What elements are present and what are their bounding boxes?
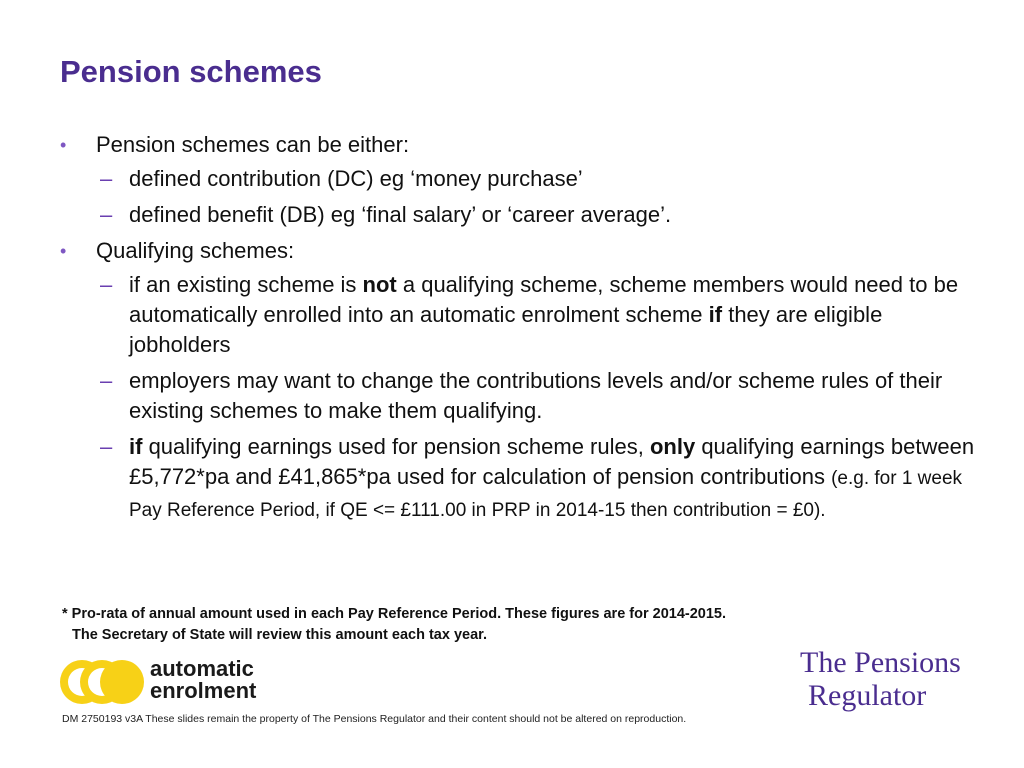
sub-bullet-text: defined benefit (DB) eg ‘final salary’ or ‘career average’. [129, 202, 672, 227]
sub-bullet-item [60, 270, 980, 360]
dash-marker: – [100, 202, 113, 227]
bold-emphasis: not [362, 272, 397, 297]
sub-bullet-text-part: if an existing scheme is [129, 272, 363, 297]
bold-emphasis: only [649, 434, 696, 459]
footnote [62, 604, 726, 646]
bold-emphasis: if [129, 434, 143, 459]
bullet-marker: • [60, 241, 67, 261]
bullet-text: Qualifying schemes: [96, 238, 295, 263]
slide-content [60, 130, 980, 532]
dash-marker: – [100, 166, 113, 191]
sub-bullet-text: defined contribution (DC) eg ‘money purchase’ [129, 166, 583, 191]
ae-logo-text: automatic enrolment [150, 656, 257, 703]
sub-bullet-item [60, 366, 980, 426]
dash-marker: – [100, 272, 113, 297]
sub-bullet-text: employers may want to change the contributions levels and/or scheme rules of their existing schemes to make them qualifying. [129, 368, 943, 423]
sub-bullet-text-part: qualifying earnings used for pension scheme rules, [142, 434, 650, 459]
dash-marker: – [100, 434, 113, 459]
sub-bullet-text-part: they are eligible jobholders [129, 302, 883, 357]
dash-marker: – [100, 368, 113, 393]
footnote-line: * Pro-rata of annual amount used in each Pay Reference Period. These figures are for 2014-2015. [62, 606, 727, 622]
bold-emphasis: if [708, 302, 723, 327]
sub-bullet-text-part: a qualifying scheme, scheme members would need to be automatically enrolled into an automatic enrolment scheme [129, 272, 959, 327]
ae-circles-icon [58, 656, 148, 710]
bullet-item [60, 130, 980, 160]
disclaimer: DM 2750193 v3A These slides remain the property of The Pensions Regulator and their content should not be altered on reproduction. [62, 713, 687, 725]
automatic-enrolment-logo [58, 656, 268, 710]
footnote-line: The Secretary of State will review this amount each tax year. [72, 627, 488, 643]
sub-bullet-item [60, 200, 980, 230]
bullet-item [60, 236, 980, 266]
sub-bullet-item [60, 432, 980, 526]
pensions-regulator-logo: The Pensions Regulator [800, 646, 961, 712]
sub-bullet-text-part: qualifying earnings between £5,772*pa and £41,865*pa used for calculation of pension contributions [129, 434, 975, 489]
slide-title: Pension schemes [60, 54, 322, 89]
bullet-marker: • [60, 135, 67, 155]
sub-bullet-item [60, 164, 980, 194]
example-note: (e.g. for 1 week Pay Reference Period, if QE <= £111.00 in PRP in 2014-15 then contribution = £0). [129, 468, 963, 521]
bullet-text: Pension schemes can be either: [96, 132, 410, 157]
